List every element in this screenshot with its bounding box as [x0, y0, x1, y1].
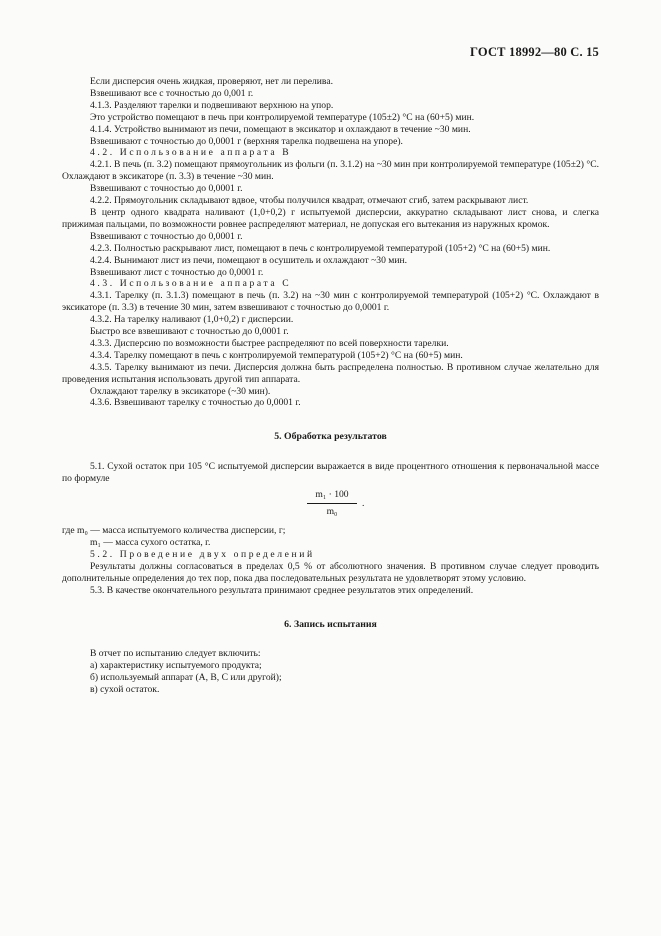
- formula-end: .: [362, 498, 365, 510]
- paragraph: 4.1.4. Устройство вынимают из печи, помещают в эксикатор и охлаждают в течение ~30 мин.: [90, 123, 471, 135]
- document-body: [62, 76, 599, 696]
- paragraph: Охлаждают тарелку в эксикаторе (~30 мин).: [90, 385, 271, 397]
- paragraph: 4.1.3. Разделяют тарелки и подвешивают верхнюю на упор.: [90, 99, 334, 111]
- where-line: m₁ — масса сухого остатка, г.: [90, 537, 211, 548]
- paragraph: 4.3.3. Дисперсию по возможности быстрее распределяют по всей поверхности тарелки.: [90, 337, 449, 349]
- paragraph: Если дисперсия очень жидкая, проверяют, нет ли перелива.: [90, 76, 333, 87]
- formula-numerator: m₁ · 100: [307, 489, 357, 504]
- list-item: а) характеристику испытуемого продукта;: [90, 660, 262, 672]
- section-title: 5. Обработка результатов: [274, 431, 387, 443]
- subsection-heading: 5.2. Проведение двух определений: [90, 548, 315, 560]
- list-item: б) используемый аппарат (А, В, С или другой);: [90, 672, 282, 684]
- paragraph: 4.3.6. Взвешивают тарелку с точностью до 0,0001 г.: [90, 397, 301, 409]
- subsection-heading: 4.2. Использование аппарата В: [90, 147, 292, 159]
- paragraph: Взвешивают все с точностью до 0,001 г.: [90, 87, 254, 99]
- paragraph: 4.2.4. Вынимают лист из печи, помещают в осушитель и охлаждают ~30 мин.: [90, 254, 408, 266]
- paragraph: 4.3.1. Тарелку (п. 3.1.3) помещают в печь (п. 3.2) на ~30 мин с контролируемой температурой (105+2) °C. Охлаждают в эксикаторе (п. 3.3) в течение 30 мин, затем взвешивают с точностью до 0,0001 г.: [62, 290, 599, 314]
- section-title: 6. Запись испытания: [284, 618, 377, 630]
- paragraph: 5.1. Сухой остаток при 105 °C испытуемой дисперсии выражается в виде процентного отношения к первоначальной массе по формуле: [62, 461, 599, 485]
- paragraph: 4.2.2. Прямоугольник складывают вдвое, чтобы получился квадрат, отмечают сгиб, затем раскрывают лист.: [90, 195, 529, 207]
- paragraph: В центр одного квадрата наливают (1,0+0,2) г испытуемой дисперсии, аккуратно складывают лист снова, и слегка прижимая пальцами, по возможности ровнее распределяют материал, не допуская его вытекания из наружных кромок.: [62, 206, 599, 230]
- paragraph: 4.3.4. Тарелку помещают в печь с контролируемой температурой (105+2) °C на (60+5) мин.: [90, 349, 463, 361]
- list-item: в) сухой остаток.: [90, 684, 160, 696]
- page-header: ГОСТ 18992—80 С. 15: [470, 45, 599, 59]
- paragraph: Взвешивают лист с точностью до 0,0001 г.: [90, 266, 264, 278]
- paragraph: 4.3.5. Тарелку вынимают из печи. Дисперсия должна быть распределена полностью. В противном случае желательно для проведения испытания использовать другой тип аппарата.: [62, 361, 599, 385]
- paragraph: Результаты должны согласоваться в пределах 0,5 % от абсолютного значения. В противном случае следует проводить дополнительные определения до тех пор, пока два последовательных результата не удовлетворят этому условию.: [62, 560, 599, 584]
- fraction: [307, 489, 357, 518]
- formula: [62, 485, 599, 525]
- paragraph: 5.3. В качестве окончательного результата принимают среднее результатов этих определений.: [90, 584, 474, 596]
- paragraph: Взвешивают с точностью до 0,0001 г (верхняя тарелка подвешена на упоре).: [90, 135, 403, 147]
- paragraph: 4.2.3. Полностью раскрывают лист, помещают в печь с контролируемой температурой (105+2) °C на (60+5) мин.: [90, 242, 551, 254]
- where-line: где m₀ — масса испытуемого количества дисперсии, г;: [62, 525, 286, 537]
- paragraph: 4.2.1. В печь (п. 3.2) помещают прямоугольник из фольги (п. 3.1.2) на ~30 мин при контролируемой температуре (105±2) °C. Охлаждают в эксикаторе (п. 3.3) в течение ~30 мин.: [62, 159, 599, 183]
- formula-denominator: m₀: [326, 506, 338, 517]
- list-intro: В отчет по испытанию следует включить:: [90, 648, 261, 660]
- paragraph: Взвешивают с точностью до 0,0001 г.: [90, 230, 243, 242]
- paragraph: Это устройство помещают в печь при контролируемой температуре (105±2) °C на (60+5) мин.: [90, 111, 475, 123]
- paragraph: 4.3.2. На тарелку наливают (1,0+0,2) г дисперсии.: [90, 314, 294, 326]
- subsection-heading: 4.3. Использование аппарата С: [90, 278, 292, 290]
- paragraph: Взвешивают с точностью до 0,0001 г.: [90, 183, 243, 195]
- paragraph: Быстро все взвешивают с точностью до 0,0001 г.: [90, 326, 289, 338]
